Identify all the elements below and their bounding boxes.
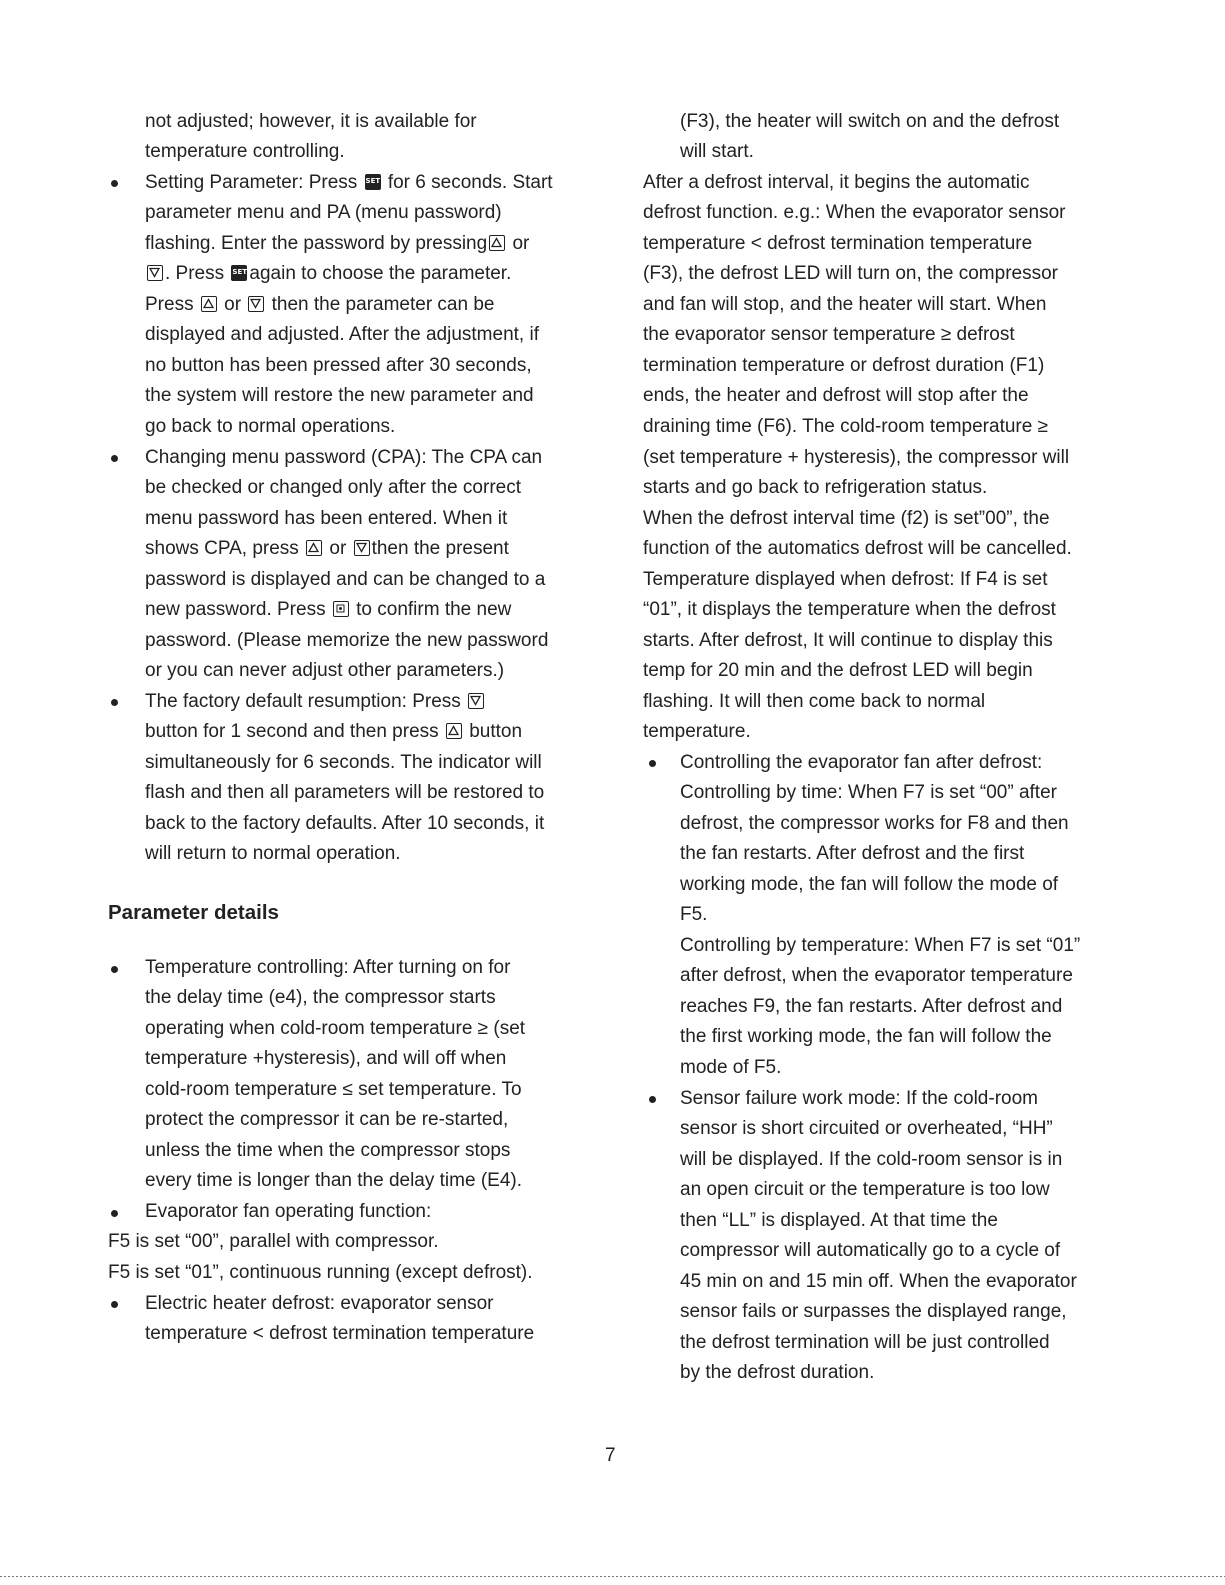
text-line: an open circuit or the temperature is too low [680, 1179, 1050, 1200]
text-line: Temperature displayed when defrost: If F4 is set [643, 569, 1048, 590]
bullet [111, 966, 118, 973]
text-line: Sensor failure work mode: If the cold-room [680, 1088, 1038, 1109]
text-line: Evaporator fan operating function: [145, 1201, 432, 1222]
text-line: After a defrost interval, it begins the automatic [643, 172, 1030, 193]
text-line: sensor is short circuited or overheated, “HH” [680, 1118, 1053, 1139]
bullet [111, 1210, 118, 1217]
down-key-icon [354, 540, 370, 556]
confirm-key-icon [333, 601, 349, 617]
text-line: ends, the heater and defrost will stop after the [643, 385, 1029, 406]
bullet [649, 1096, 656, 1103]
up-key-icon [201, 296, 217, 312]
text-line: and fan will stop, and the heater will start. When [643, 294, 1047, 315]
text-line: protect the compressor it can be re-started, [145, 1109, 509, 1130]
text-line: every time is longer than the delay time (E4). [145, 1170, 523, 1191]
text-line: cold-room temperature ≤ set temperature. To [145, 1079, 522, 1100]
text-line: temperature. [643, 721, 751, 742]
footer-divider [0, 1576, 1225, 1577]
text-line: F5. [680, 904, 708, 925]
down-key-icon [468, 693, 484, 709]
text-line: Changing menu password (CPA): The CPA can [145, 447, 543, 468]
text-line: the delay time (e4), the compressor starts [145, 987, 496, 1008]
bullet [111, 455, 118, 462]
text-line: termination temperature or defrost duration (F1) [643, 355, 1045, 376]
down-key-icon [147, 265, 163, 281]
text-line: the system will restore the new parameter and [145, 385, 534, 406]
text-line: temperature < defrost termination temperature [643, 233, 1033, 254]
text-line: unless the time when the compressor stops [145, 1140, 511, 1161]
text-line: password. (Please memorize the new password [145, 630, 549, 651]
text-line: temperature controlling. [145, 141, 345, 162]
text-line: back to the factory defaults. After 10 seconds, it [145, 813, 545, 834]
text-line: menu password has been entered. When it [145, 508, 508, 529]
text-line: will be displayed. If the cold-room sensor is in [680, 1149, 1063, 1170]
set-key-icon: SET [231, 265, 247, 281]
text-line: password is displayed and can be changed to a [145, 569, 546, 590]
text-line: reaches F9, the fan restarts. After defrost and [680, 996, 1063, 1017]
text-line: or you can never adjust other parameters.) [145, 660, 505, 681]
bullet [111, 699, 118, 706]
page-number: 7 [605, 1445, 616, 1466]
section-heading: Parameter details [108, 901, 279, 924]
text-line: after defrost, when the evaporator temperature [680, 965, 1073, 986]
text-line: Controlling by time: When F7 is set “00” after [680, 782, 1057, 803]
text-line: then “LL” is displayed. At that time the [680, 1210, 998, 1231]
text-line: “01”, it displays the temperature when the defrost [643, 599, 1056, 620]
text-line: the first working mode, the fan will follow the [680, 1026, 1052, 1047]
text-line: defrost function. e.g.: When the evaporator sensor [643, 202, 1066, 223]
bullet [111, 1301, 118, 1308]
text-line: function of the automatics defrost will be cancelled. [643, 538, 1072, 559]
text-line: temperature < defrost termination temperature [145, 1323, 535, 1344]
text-line: compressor will automatically go to a cycle of [680, 1240, 1061, 1261]
down-key-icon [248, 296, 264, 312]
text-line: working mode, the fan will follow the mode of [680, 874, 1059, 895]
text-line: F5 is set “00”, parallel with compressor. [108, 1231, 439, 1252]
text-line: not adjusted; however, it is available for [145, 111, 477, 132]
text-line: The factory default resumption: Press [145, 690, 486, 714]
up-key-icon [489, 235, 505, 251]
text-line: flashing. Enter the password by pressing or [145, 233, 530, 254]
text-line: mode of F5. [680, 1057, 782, 1078]
text-line: new password. Press to confirm the new [145, 599, 512, 620]
text-line: Press or then the parameter can be [145, 294, 495, 315]
text-line: displayed and adjusted. After the adjustment, if [145, 324, 539, 345]
text-line: When the defrost interval time (f2) is set”00”, the [643, 508, 1050, 529]
text-line: sensor fails or surpasses the displayed range, [680, 1301, 1067, 1322]
text-line: (set temperature + hysteresis), the compressor will [643, 447, 1070, 468]
text-line: parameter menu and PA (menu password) [145, 202, 502, 223]
text-line: Setting Parameter: Press SET for 6 seconds. Start [145, 172, 553, 193]
text-line: operating when cold-room temperature ≥ (set [145, 1018, 526, 1039]
set-key-icon: SET [365, 174, 381, 190]
text-line: simultaneously for 6 seconds. The indicator will [145, 752, 542, 773]
text-line: (F3), the defrost LED will turn on, the compressor [643, 263, 1058, 284]
text-line: . Press SET again to choose the parameter. [145, 262, 511, 286]
text-line: temp for 20 min and the defrost LED will begin [643, 660, 1033, 681]
text-line: F5 is set “01”, continuous running (except defrost). [108, 1262, 533, 1283]
text-line: starts and go back to refrigeration status. [643, 477, 988, 498]
text-line: the evaporator sensor temperature ≥ defrost [643, 324, 1015, 345]
text-line: button for 1 second and then press button [145, 721, 523, 742]
text-line: the fan restarts. After defrost and the first [680, 843, 1025, 864]
text-line: Electric heater defrost: evaporator sensor [145, 1293, 494, 1314]
text-line: no button has been pressed after 30 seconds, [145, 355, 532, 376]
up-key-icon [446, 723, 462, 739]
text-line: the defrost termination will be just controlled [680, 1332, 1050, 1353]
bullet [649, 760, 656, 767]
text-line: by the defrost duration. [680, 1362, 875, 1383]
text-line: will return to normal operation. [145, 843, 401, 864]
text-line: will start. [680, 141, 754, 162]
text-line: flashing. It will then come back to normal [643, 691, 986, 712]
text-line: flash and then all parameters will be restored to [145, 782, 545, 803]
text-line: temperature +hysteresis), and will off when [145, 1048, 507, 1069]
text-line: go back to normal operations. [145, 416, 396, 437]
bullet [111, 180, 118, 187]
text-line: shows CPA, press or then the present [145, 538, 509, 559]
text-line: 45 min on and 15 min off. When the evaporator [680, 1271, 1077, 1292]
text-line: Temperature controlling: After turning on for [145, 957, 511, 978]
text-line: Controlling by temperature: When F7 is set “01” [680, 935, 1081, 956]
text-line: be checked or changed only after the correct [145, 477, 522, 498]
text-line: draining time (F6). The cold-room temperature ≥ [643, 416, 1049, 437]
text-line: Controlling the evaporator fan after defrost: [680, 752, 1043, 773]
text-line: defrost, the compressor works for F8 and then [680, 813, 1069, 834]
text-line: (F3), the heater will switch on and the defrost [680, 111, 1060, 132]
text-line: starts. After defrost, It will continue to display this [643, 630, 1053, 651]
up-key-icon [306, 540, 322, 556]
